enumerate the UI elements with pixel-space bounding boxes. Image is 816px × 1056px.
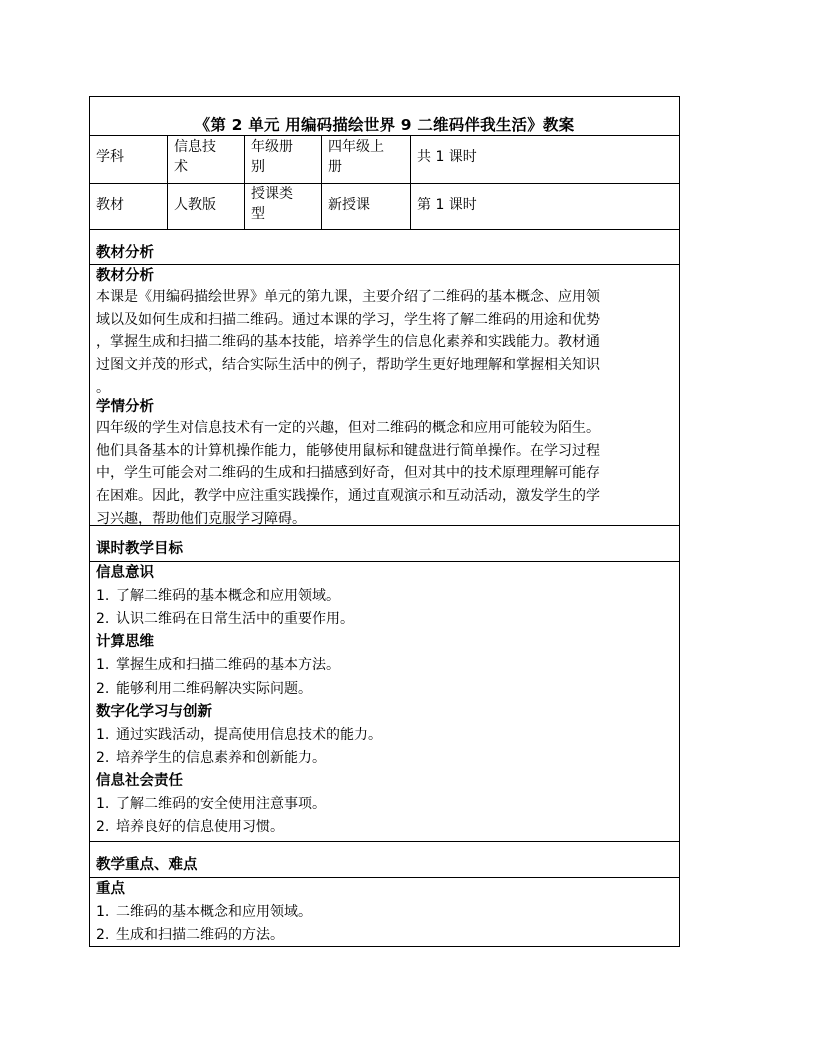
list-number: 1.: [96, 588, 110, 604]
student-analysis-paragraph: [96, 417, 676, 531]
list-item-text: 了解二维码的安全使用注意事项。: [116, 796, 326, 812]
list-item: [96, 725, 382, 745]
paragraph-line: ，掌握生成和扫描二维码的基本技能，培养学生的信息化素养和实践能力。教材通: [96, 334, 600, 351]
list-number: 2.: [96, 927, 110, 943]
objective-group-title: 计算思维: [96, 634, 154, 650]
list-item-text: 了解二维码的基本概念和应用领域。: [116, 588, 340, 604]
col-rule-1: [167, 135, 168, 229]
objective-group-title: 信息意识: [96, 565, 154, 581]
list-item: [96, 925, 284, 945]
list-number: 1.: [96, 904, 110, 920]
col-rule-3: [321, 135, 322, 229]
list-item-text: 能够利用二维码解决实际问题。: [116, 681, 312, 697]
subject-value-line1: 信息技: [174, 139, 216, 155]
paragraph-line: 域以及如何生成和扫描二维码。通过本课的学习，学生将了解二维码的用途和优势: [96, 311, 600, 328]
paragraph-line: 过图文并茂的形式，结合实际生活中的例子，帮助学生更好地理解和掌握相关知识: [96, 357, 600, 374]
key-points-heading: 教学重点、难点: [96, 857, 198, 873]
objectives-heading: 课时教学目标: [96, 541, 183, 557]
list-item: [96, 748, 326, 768]
list-number: 1.: [96, 657, 110, 673]
key-points-subheading: 重点: [96, 881, 125, 897]
rule-objectives-heading-bottom: [90, 561, 679, 562]
lesson-type-value: 新授课: [328, 197, 370, 213]
list-number: 2.: [96, 681, 110, 697]
list-item-text: 培养良好的信息使用习惯。: [116, 819, 284, 835]
textbook-analysis-subheading: 教材分析: [96, 268, 154, 284]
paragraph-line: 习兴趣，帮助他们克服学习障碍。: [96, 510, 306, 527]
document-title: 《第 2 单元 用编码描绘世界 9 二维码伴我生活》教案: [194, 116, 575, 134]
textbook-label: 教材: [96, 197, 124, 213]
rule-title-bottom: [90, 135, 679, 136]
rule-row2-bottom: [90, 229, 679, 230]
list-item-text: 认识二维码在日常生活中的重要作用。: [116, 611, 354, 627]
analysis-heading: 教材分析: [96, 245, 154, 261]
col-rule-4: [410, 135, 411, 229]
textbook-value: 人教版: [174, 197, 216, 213]
total-hours: 共 1 课时: [417, 149, 477, 165]
list-item: [96, 609, 354, 629]
paragraph-line: 他们具备基本的计算机操作能力，能够使用鼠标和键盘进行简单操作。在学习过程: [96, 442, 600, 459]
textbook-analysis-paragraph: [96, 286, 676, 400]
objective-group-title: 信息社会责任: [96, 773, 183, 789]
lesson-type-label-line1: 授课类: [251, 186, 293, 202]
list-item: [96, 817, 284, 837]
subject-value-line2: 术: [174, 159, 188, 175]
list-number: 2.: [96, 819, 110, 835]
list-number: 1.: [96, 727, 110, 743]
lesson-plan-table: [89, 96, 680, 947]
paragraph-line: 本课是《用编码描绘世界》单元的第九课，主要介绍了二维码的基本概念、应用领: [96, 289, 600, 305]
list-item: [96, 586, 340, 606]
paragraph-line: 。: [96, 379, 110, 396]
grade-label-line2: 别: [251, 159, 265, 175]
list-item-text: 掌握生成和扫描二维码的基本方法。: [116, 657, 340, 673]
list-item-text: 生成和扫描二维码的方法。: [116, 927, 284, 943]
lesson-type-label-line2: 型: [251, 206, 265, 222]
list-number: 1.: [96, 796, 110, 812]
student-analysis-subheading: 学情分析: [96, 399, 154, 415]
rule-row1-bottom: [90, 183, 679, 184]
rule-analysis-heading-bottom: [90, 264, 679, 265]
grade-label-line1: 年级册: [251, 139, 293, 155]
list-item: [96, 794, 326, 814]
list-item: [96, 679, 312, 699]
list-item-text: 通过实践活动，提高使用信息技术的能力。: [116, 727, 382, 743]
list-item-text: 二维码的基本概念和应用领域。: [116, 904, 312, 920]
grade-value-line2: 册: [328, 159, 342, 175]
subject-label: 学科: [96, 149, 124, 165]
paragraph-line: 四年级的学生对信息技术有一定的兴趣，但对二维码的概念和应用可能较为陌生。: [96, 420, 600, 436]
col-rule-2: [244, 135, 245, 229]
rule-objectives-bottom: [90, 841, 679, 842]
paragraph-line: 在困难。因此，教学中应注重实践操作，通过直观演示和互动活动，激发学生的学: [96, 488, 600, 505]
rule-keypoints-heading-bottom: [90, 877, 679, 878]
list-item: [96, 655, 340, 675]
objective-group-title: 数字化学习与创新: [96, 704, 212, 720]
list-item: [96, 902, 312, 922]
grade-value-line1: 四年级上: [328, 139, 384, 155]
list-number: 2.: [96, 611, 110, 627]
list-item-text: 培养学生的信息素养和创新能力。: [116, 750, 326, 766]
paragraph-line: 中，学生可能会对二维码的生成和扫描感到好奇，但对其中的技术原理理解可能存: [96, 465, 600, 482]
lesson-number: 第 1 课时: [417, 197, 477, 213]
list-number: 2.: [96, 750, 110, 766]
